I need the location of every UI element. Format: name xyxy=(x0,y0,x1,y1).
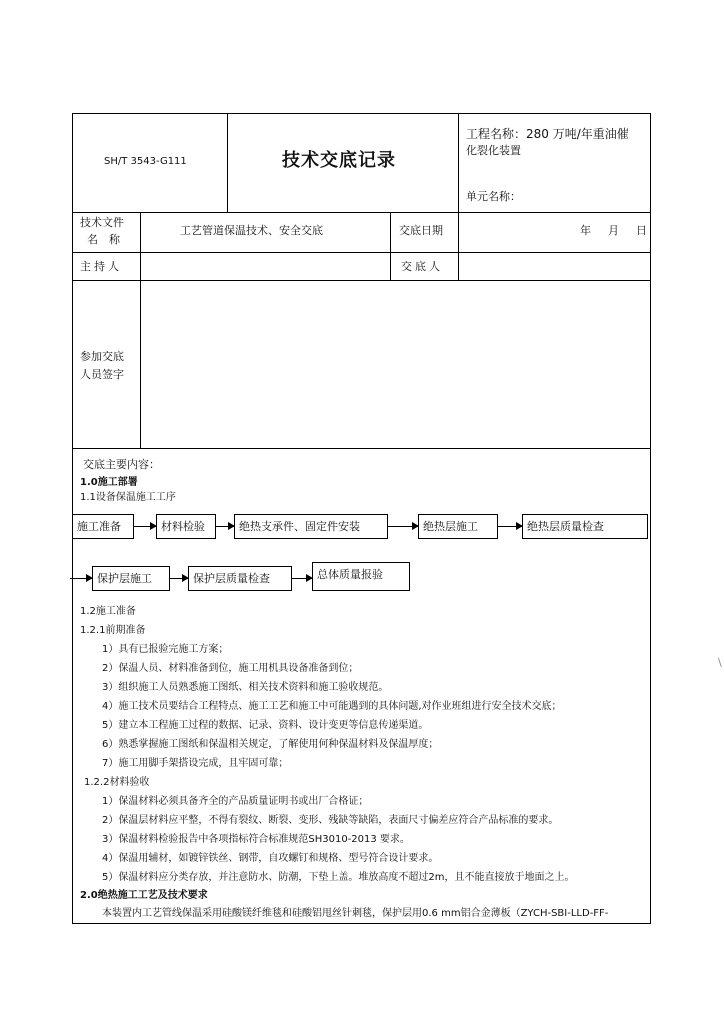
date-label: 交底日期 xyxy=(399,224,443,237)
flow-arrow xyxy=(134,526,156,527)
flow-arrow xyxy=(498,526,522,527)
material-item: 4）保温用辅材，如镀锌铁丝、钢带，自攻螺钉和规格、型号符合设计要求。 xyxy=(102,853,439,864)
section-2-text: 本装置内工艺管线保温采用硅酸镁纤维毯和硅酸铝甩丝针刺毯，保护层用0.6 mm铝合金薄板（ZYCH-SBI-LLD-FF- xyxy=(102,908,609,919)
form-title: 技术交底记录 xyxy=(282,150,396,171)
prep-item: 3）组织施工人员熟悉施工图纸、相关技术资料和施工验收规范。 xyxy=(102,682,389,693)
flow-step-overall-report: 总体质量报验 xyxy=(312,562,410,591)
material-item: 1）保温材料必须具备齐全的产品质量证明书或出厂合格证； xyxy=(102,796,369,807)
presenter-label: 交底人 xyxy=(401,260,443,273)
content-heading: 交底主要内容： xyxy=(83,458,160,471)
material-item: 5）保温材料应分类存放，并注意防水、防潮，下垫上盖。堆放高度不超过2m，且不能直接放于地面之上。 xyxy=(102,872,575,883)
section-1-heading: 1.0施工部署 xyxy=(80,477,138,488)
flow-step-support-install: 绝热支承件、固定件安装 xyxy=(234,514,388,539)
section-1-2-2-heading: 1.2.2材料验收 xyxy=(84,777,150,788)
section-2-heading: 2.0绝热施工工艺及技术要求 xyxy=(80,890,208,901)
standard-code: SH/T 3543-G111 xyxy=(104,156,187,167)
project-name-line1: 工程名称：280 万吨/年重油催 xyxy=(466,127,629,141)
material-item: 2）保温层材料应平整，不得有裂纹、断裂、变形、残缺等缺陷，表面尺寸偏差应符合产品标准的要求。 xyxy=(102,815,559,826)
flow-step-protection-check: 保护层质量检查 xyxy=(188,566,292,591)
sign-label-1: 参加交底 xyxy=(80,350,124,363)
prep-item: 2）保温人员、材料准备到位，施工用机具设备准备到位； xyxy=(102,663,359,674)
tech-doc-label-1: 技术文件 xyxy=(80,216,124,229)
date-value: 年 月 日 xyxy=(580,224,650,237)
material-item: 3）保温材料检验报告中各项指标符合标准规范SH3010-2013 要求。 xyxy=(102,834,410,845)
prep-item: 4）施工技术员要结合工程特点、施工工艺和施工中可能遇到的具体问题,对作业班组进行安全技术交底； xyxy=(102,701,562,712)
section-1-2-heading: 1.2施工准备 xyxy=(80,606,136,617)
flow-step-insulation-layer: 绝热层施工 xyxy=(418,514,498,539)
tech-doc-value: 工艺管道保温技术、安全交底 xyxy=(180,224,323,237)
host-label: 主持人 xyxy=(80,260,122,273)
flow-step-prepare: 施工准备 xyxy=(72,514,134,539)
prep-item: 7）施工用脚手架搭设完成，且牢固可靠； xyxy=(102,758,289,769)
flow-arrow xyxy=(292,578,312,579)
flow-arrow xyxy=(216,526,234,527)
prep-item: 1）具有已报验完施工方案； xyxy=(102,644,229,655)
flow-arrow xyxy=(170,578,188,579)
tech-doc-label-2: 名 称 xyxy=(87,233,120,246)
flow-arrow xyxy=(70,578,92,579)
prep-item: 5）建立本工程施工过程的数据、记录、资料、设计变更等信息传递渠道。 xyxy=(102,720,429,731)
section-1-1-heading: 1.1设备保温施工工序 xyxy=(80,492,176,503)
flow-step-protection-layer: 保护层施工 xyxy=(92,566,170,591)
unit-name-label: 单元名称： xyxy=(466,190,521,203)
edge-mark: \ xyxy=(718,656,722,669)
project-name-line2: 化裂化装置 xyxy=(466,144,521,157)
flow-arrow xyxy=(388,526,418,527)
prep-item: 6）熟悉掌握施工图纸和保温相关规定，了解使用何种保温材料及保温厚度； xyxy=(102,739,439,750)
section-1-2-1-heading: 1.2.1前期准备 xyxy=(80,625,146,636)
flow-step-insulation-check: 绝热层质量检查 xyxy=(522,514,648,539)
sign-label-2: 人员签字 xyxy=(80,368,124,381)
flow-step-material-inspection: 材料检验 xyxy=(156,514,216,539)
